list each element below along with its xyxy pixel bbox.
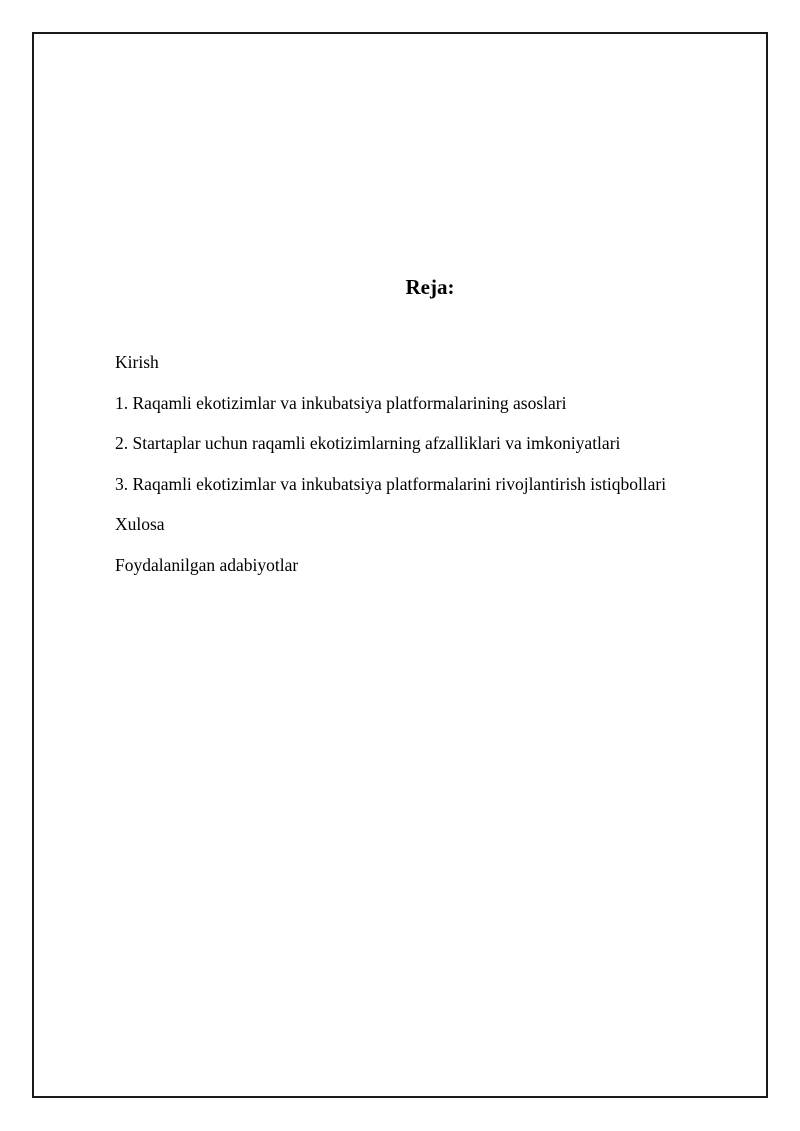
page-title: Reja: <box>405 275 455 299</box>
toc-item-conclusion: Xulosa <box>115 514 165 535</box>
toc-item-chapter-1: 1. Raqamli ekotizimlar va inkubatsiya platformalarining asoslari <box>115 392 567 413</box>
table-of-contents <box>115 349 666 593</box>
toc-item-chapter-2: 2. Startaplar uchun raqamli ekotizimlarning afzalliklari va imkoniyatlari <box>115 433 621 454</box>
toc-item-references: Foydalanilgan adabiyotlar <box>115 554 299 575</box>
toc-item-introduction: Kirish <box>115 352 159 372</box>
toc-item-chapter-3: 3. Raqamli ekotizimlar va inkubatsiya platformalarini rivojlantirish istiqbollari <box>115 473 667 494</box>
